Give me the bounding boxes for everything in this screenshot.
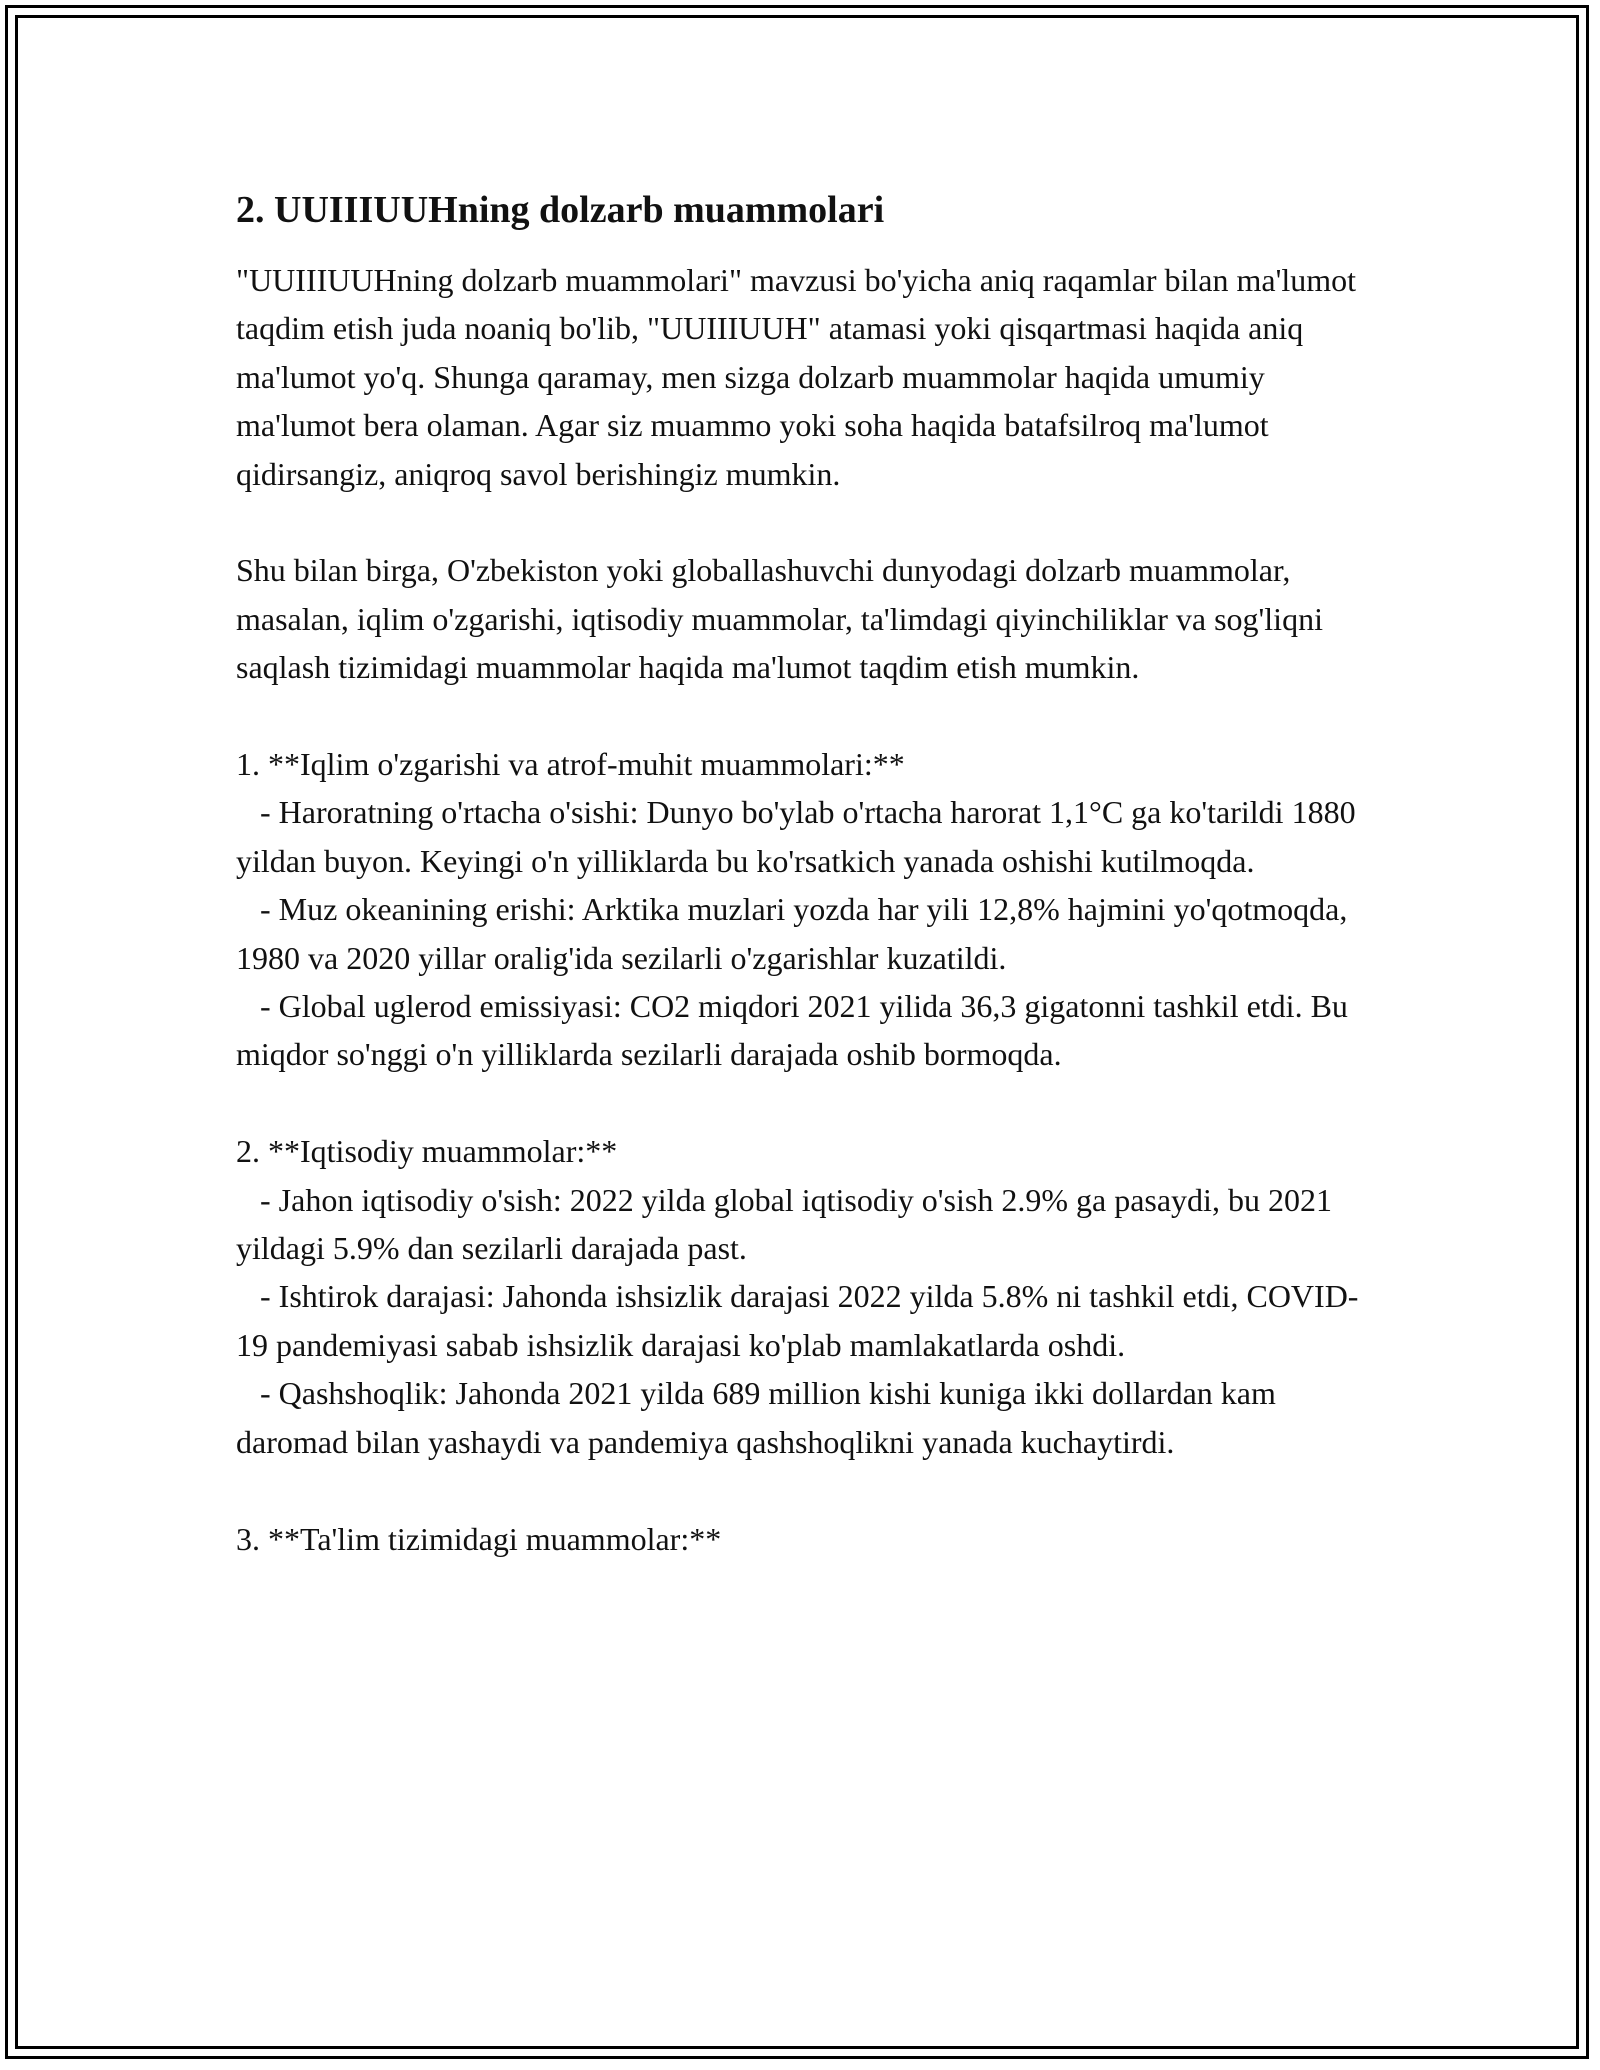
intro-paragraph: "UUIIIUUHning dolzarb muammolari" mavzusi bo'yicha aniq raqamlar bilan ma'lumot taqdim etish juda noaniq bo'lib, "UUIIIUUH" atamasi yoki qisqartmasi haqida aniq ma'lumot yo'q. Shunga qaramay, men sizga dolzarb muammolar haqida umumiy ma'lumot bera olaman. Agar siz muammo yoki soha haqida batafsilroq ma'lumot qidirsangiz, aniqroq savol berishingiz mumkin. [236,262,1365,492]
paragraph-spacer [236,1466,1376,1514]
document-body [236,186,1376,1563]
paragraph-spacer [236,1079,1376,1127]
education-section: 3. **Ta'lim tizimidagi muammolar:** [236,1520,722,1557]
economy-section: 2. **Iqtisodiy muammolar:** - Jahon iqtisodiy o'sish: 2022 yilda global iqtisodiy o'sish 2.9% ga pasaydi, bu 2021 yildagi 5.9% dan sezilarli darajada past. - Ishtirok darajasi: Jahonda ishsizlik darajasi 2022 yilda 5.8% ni tashkil etdi, COVID-19 pandemiyasi sabab ishsizlik darajasi ko'plab mamlakatlarda oshdi. - Qashshoqlik: Jahonda 2021 yilda 689 million kishi kuniga ikki dollardan kam daromad bilan yashaydi va pandemiya qashshoqlikni yanada kuchaytirdi. [236,1133,1359,1460]
paragraph-spacer [236,692,1376,740]
paragraph-spacer [236,498,1376,546]
section-heading: 2. UUIIIUUHning dolzarb muammolari [236,189,885,231]
context-paragraph: Shu bilan birga, O'zbekiston yoki globallashuvchi dunyodagi dolzarb muammolar, masalan, iqlim o'zgarishi, iqtisodiy muammolar, ta'limdagi qiyinchiliklar va sog'liqni saqlash tizimidagi muammolar haqida ma'lumot taqdim etish mumkin. [236,552,1331,686]
climate-section: 1. **Iqlim o'zgarishi va atrof-muhit muammolari:** - Haroratning o'rtacha o'sishi: Dunyo bo'ylab o'rtacha harorat 1,1°C ga ko'tarildi 1880 yildan buyon. Keyingi o'n yilliklarda bu ko'rsatkich yanada oshishi kutilmoqda. - Muz okeanining erishi: Arktika muzlari yozda har yili 12,8% hajmini yo'qotmoqda, 1980 va 2020 yillar oralig'ida sezilarli o'zgarishlar kuzatildi. - Global uglerod emissiyasi: CO2 miqdori 2021 yilida 36,3 gigatonni tashkil etdi. Bu miqdor so'nggi o'n yilliklarda sezilarli darajada oshib bormoqda. [236,746,1356,1073]
